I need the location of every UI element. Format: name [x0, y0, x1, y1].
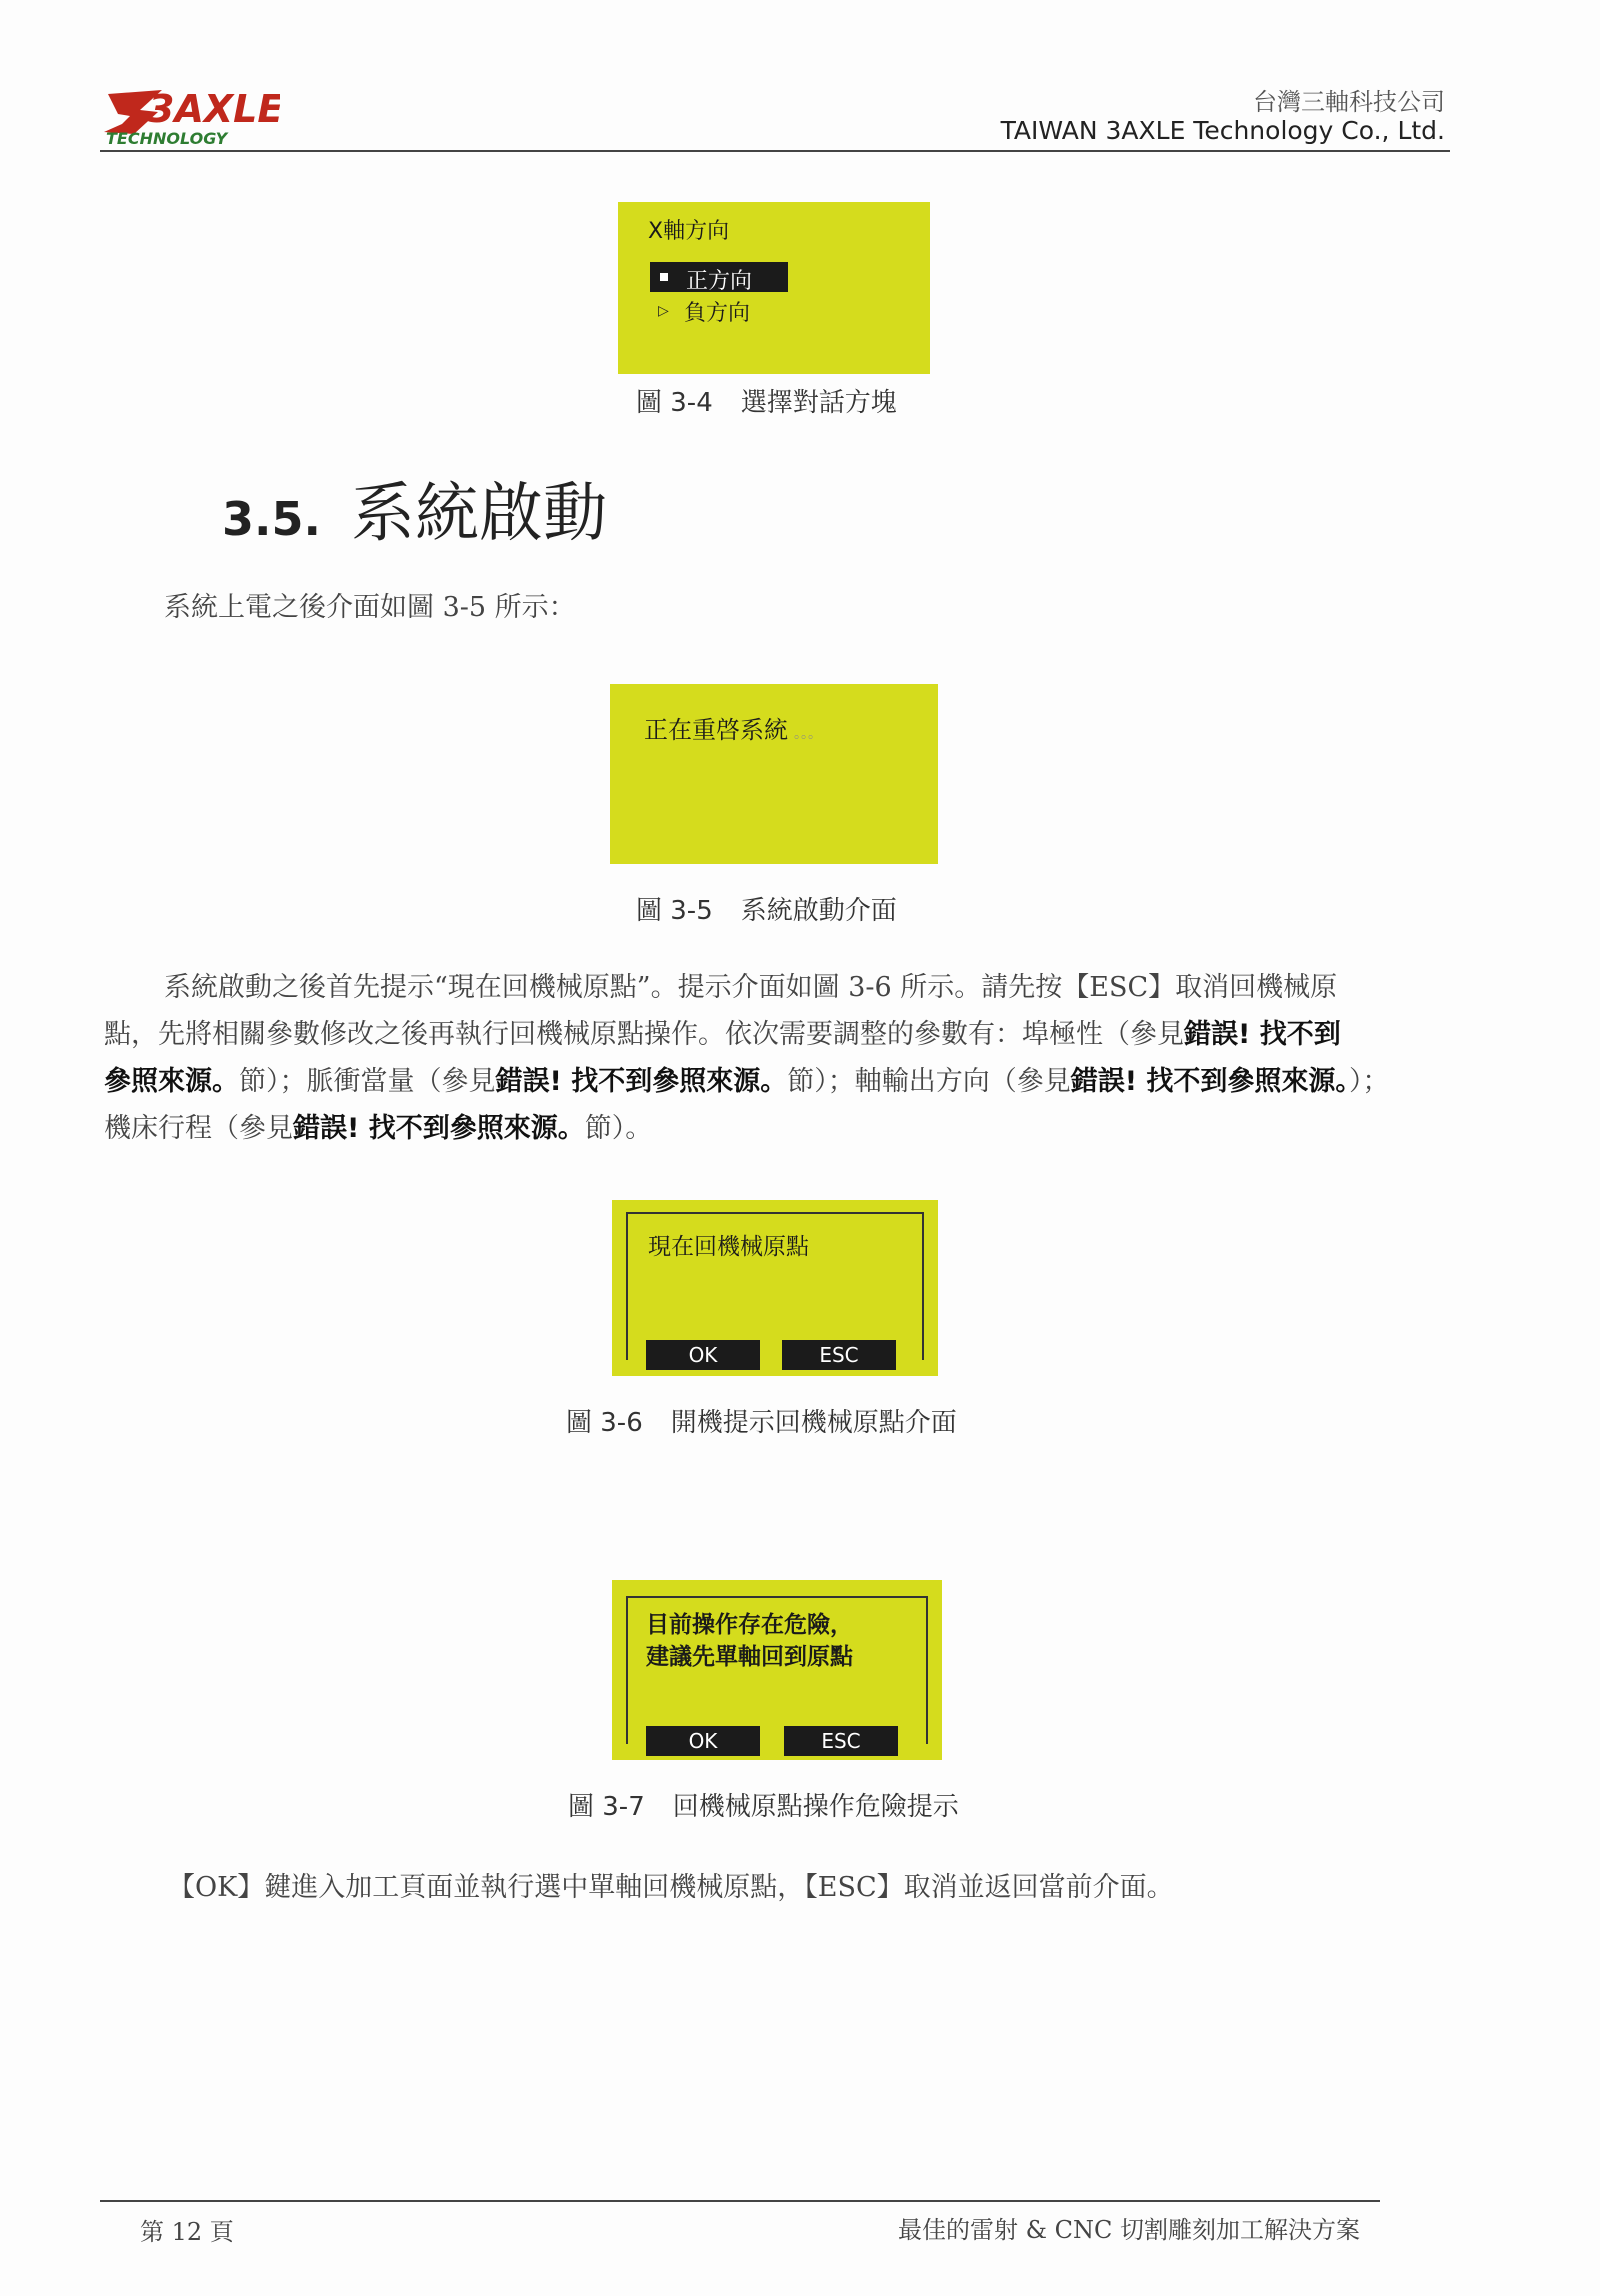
company-name-cn: 台灣三軸科技公司 [1253, 88, 1445, 116]
warning-line-1: 目前操作存在危險， [646, 1612, 853, 1638]
figure-caption [568, 1786, 959, 1823]
caption-number: 圖 3-5 [636, 896, 713, 926]
closing-paragraph: 【OK】鍵進入加工頁面並執行選中單軸回機械原點，【ESC】取消並返回當前介面。 [168, 1872, 1174, 1903]
footer-slogan: 最佳的雷射 & CNC 切割雕刻加工解決方案 [898, 2216, 1360, 2244]
figure-caption [636, 382, 897, 419]
option-label: 正方向 [686, 269, 753, 294]
caption-text: 系統啟動介面 [740, 896, 897, 926]
header-divider [100, 150, 1450, 152]
prompt-message: 現在回機械原點 [648, 1234, 809, 1260]
triangle-right-icon: ▷ [658, 303, 669, 319]
body-paragraph [104, 964, 1456, 1152]
startup-message: 正在重啓系統 。。。 [644, 716, 822, 744]
logo-subtext: TECHNOLOGY [106, 129, 228, 148]
section-heading [222, 462, 607, 554]
esc-button[interactable]: ESC [784, 1726, 898, 1756]
error-reference: 參照來源。 [104, 1066, 239, 1097]
option-positive-direction[interactable] [650, 262, 788, 292]
page-number: 第 12 頁 [140, 2218, 234, 2246]
caption-text: 開機提示回機械原點介面 [670, 1408, 957, 1438]
figure-caption [566, 1402, 957, 1439]
selected-square-icon [660, 273, 668, 281]
lcd-direction-dialog [618, 202, 930, 374]
ok-button[interactable]: OK [646, 1340, 760, 1370]
company-name-en: TAIWAN 3AXLE Technology Co., Ltd. [1000, 116, 1445, 145]
esc-button[interactable]: ESC [782, 1340, 896, 1370]
lcd-danger-warning [612, 1580, 942, 1760]
ok-button[interactable]: OK [646, 1726, 760, 1756]
section-number: 3.5. [222, 492, 321, 546]
dialog-title: X軸方向 [648, 219, 730, 244]
error-reference: 錯誤! 找不到 [1184, 1019, 1341, 1050]
figure-caption [636, 890, 897, 927]
warning-line-2: 建議先單軸回到原點 [646, 1644, 853, 1670]
footer-divider [100, 2200, 1380, 2202]
intro-paragraph: 系統上電之後介面如圖 3-5 所示： [164, 592, 576, 623]
caption-text: 選擇對話方塊 [740, 388, 897, 418]
error-reference: 錯誤! 找不到參照來源。 [293, 1113, 585, 1144]
error-reference: 錯誤! 找不到參照來源。 [1070, 1066, 1349, 1097]
lcd-return-home-prompt [612, 1200, 938, 1376]
lcd-startup-screen [610, 684, 938, 864]
body-line-3: 參照來源。節）；脈衝當量（參見錯誤! 找不到參照來源。節）；軸輸出方向（參見錯誤! 找不到參照來源。）； [104, 1066, 1390, 1097]
caption-number: 圖 3-4 [636, 388, 713, 418]
body-line-2: 點，先將相關參數修改之後再執行回機械原點操作。依次需要調整的參數有：埠極性（參見錯誤! 找不到 [104, 1019, 1341, 1050]
loading-dots: 。。。 [794, 726, 822, 742]
company-logo [100, 80, 280, 148]
caption-text: 回機械原點操作危險提示 [672, 1792, 959, 1822]
logo-text: 3AXLE [148, 87, 280, 131]
option-label: 負方向 [684, 301, 751, 326]
error-reference: 錯誤! 找不到參照來源。 [495, 1066, 788, 1097]
body-line-1: 系統啟動之後首先提示“現在回機械原點”。提示介面如圖 3-6 所示。請先按【ESC】取消回機械原 [164, 972, 1338, 1003]
body-line-4: 機床行程（參見錯誤! 找不到參照來源。節）。 [104, 1113, 653, 1144]
caption-number: 圖 3-7 [568, 1792, 645, 1822]
caption-number: 圖 3-6 [566, 1408, 643, 1438]
section-title: 系統啟動 [350, 477, 607, 551]
